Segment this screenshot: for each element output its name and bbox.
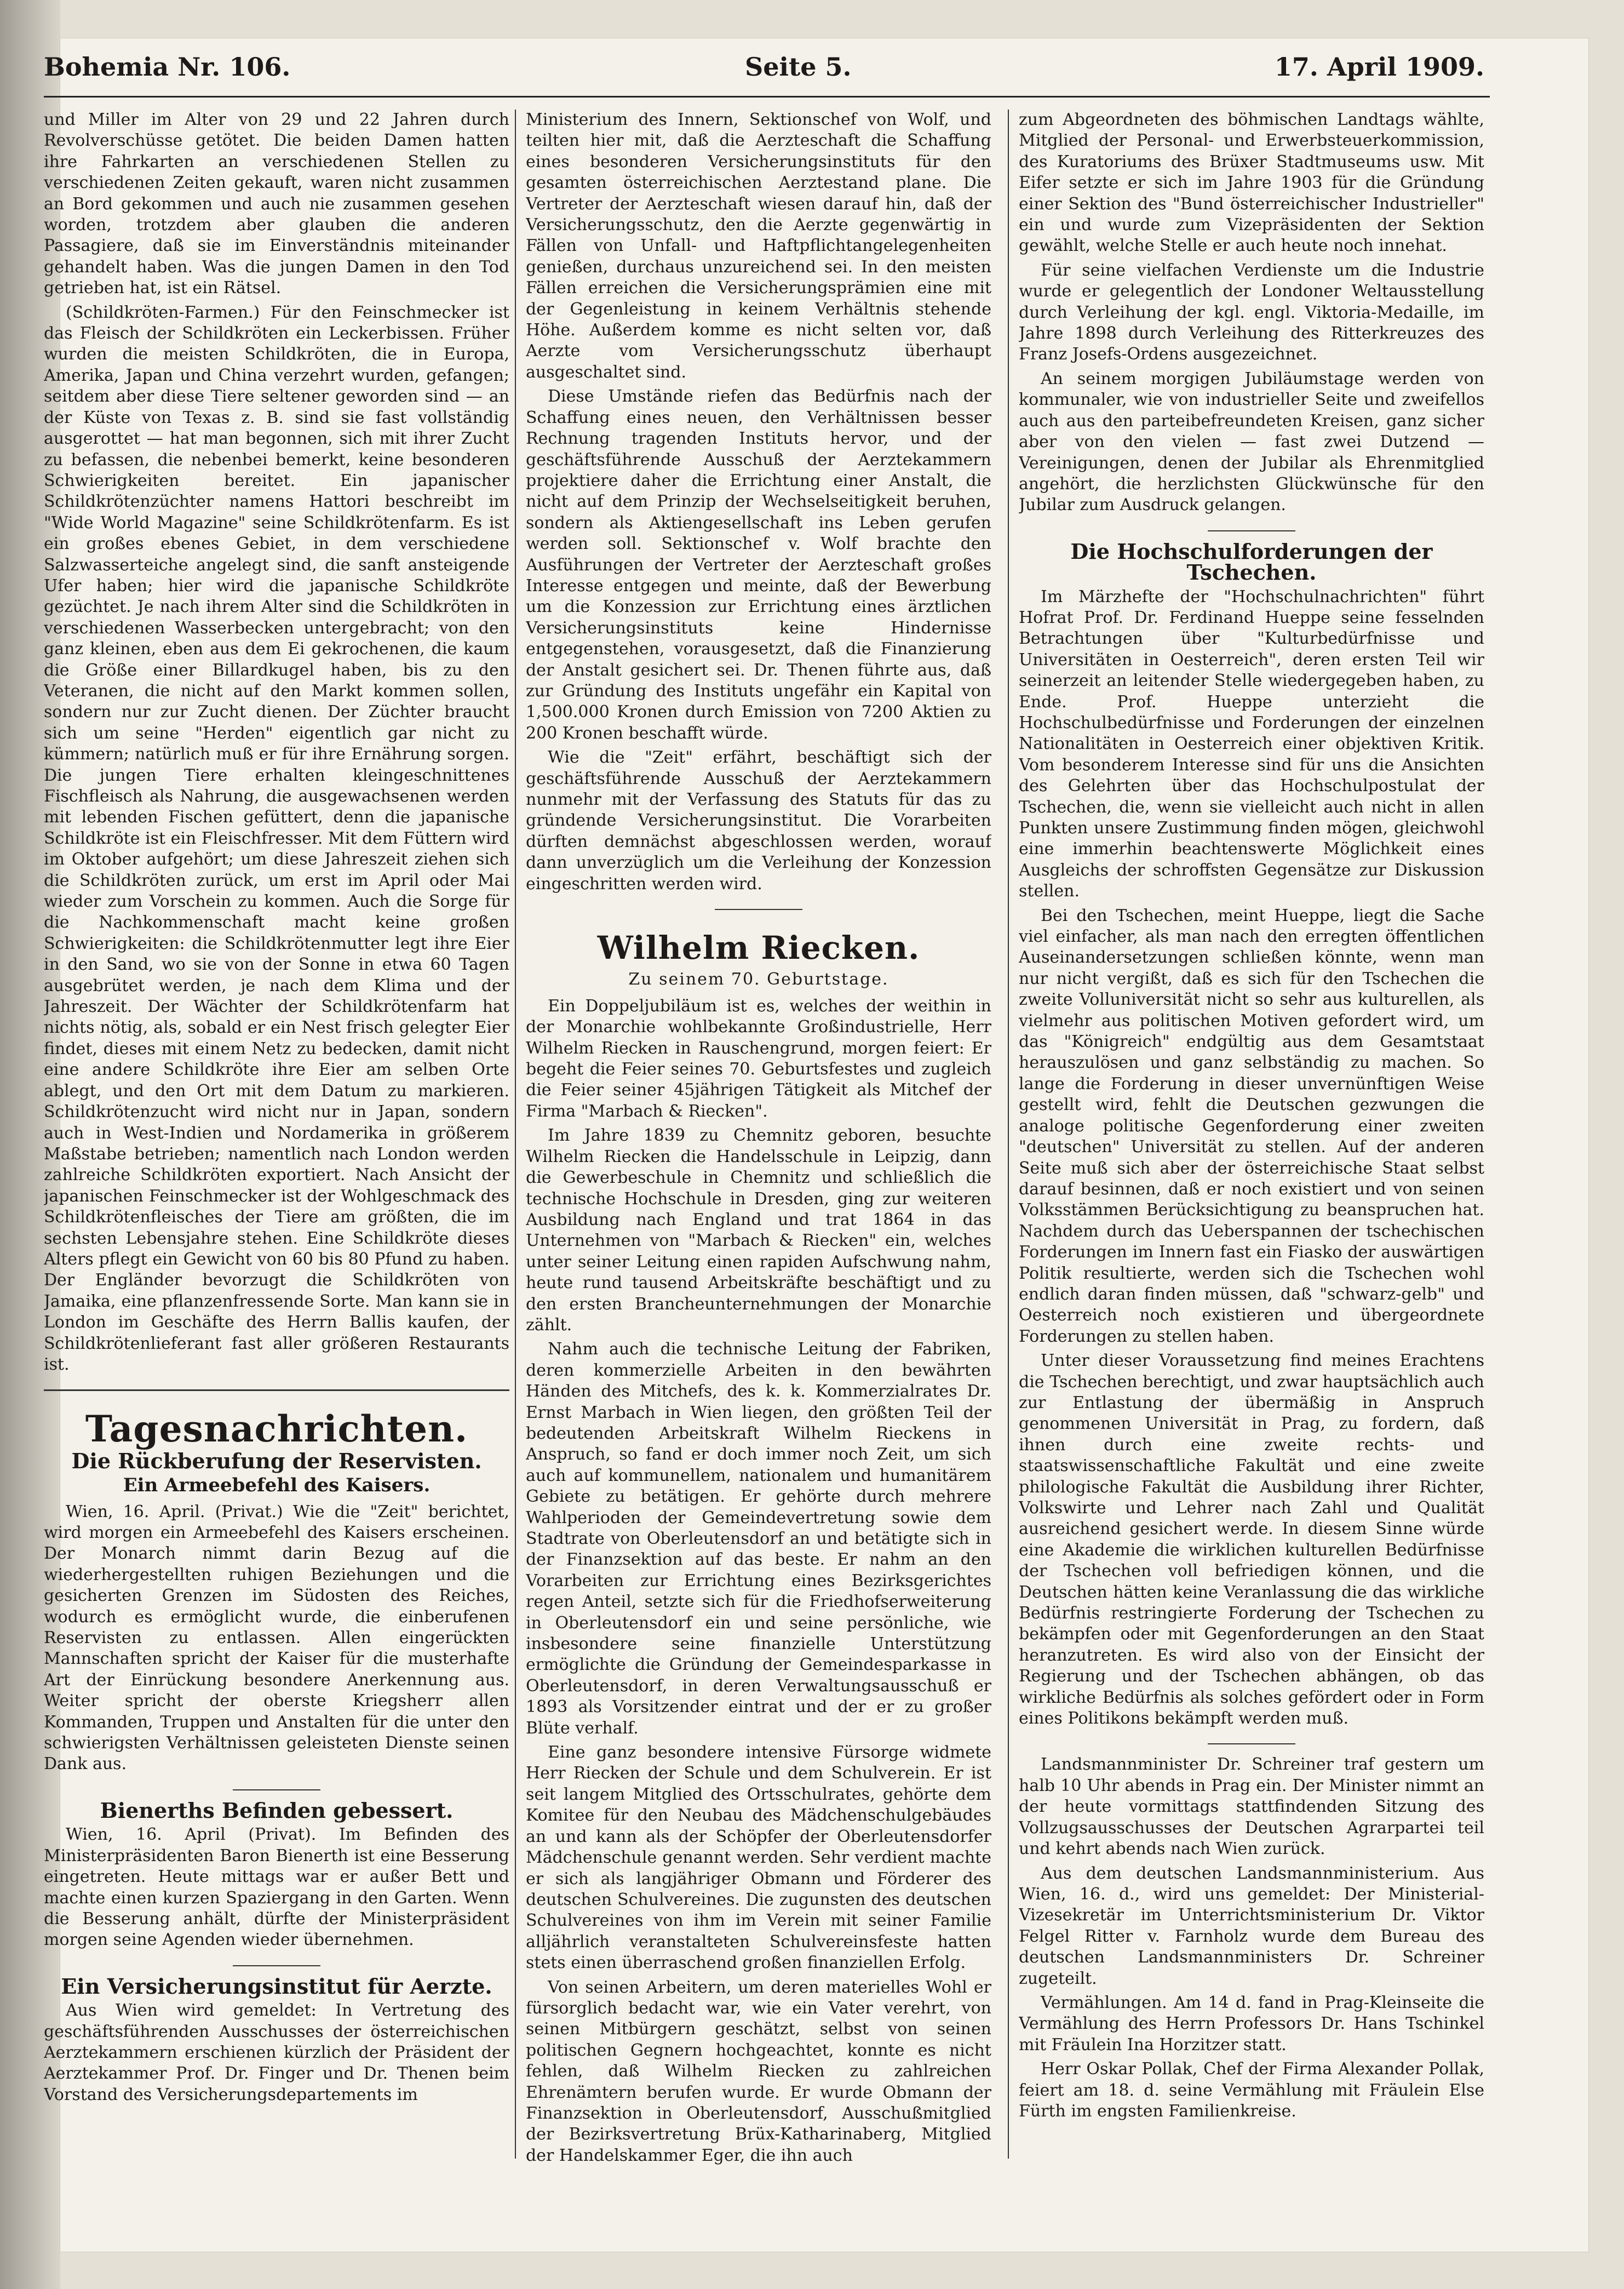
article-paragraph: Von seinen Arbeitern, um deren materielles Wohl er fürsorglich bedacht war, wie ein Vater verehrt, von seinen Mitbürgern geschätzt, selbst von seinen politischen Gegnern hochgeachtet, konnte es nicht fehlen, daß Wilhelm Riecken zu zahlreichen Ehrenämtern berufen wurde. Er wurde Obmann der Finanzsektion in Oberleutensdorf, Ausschußmitglied der Bezirksvertretung Brüx-Katharinaberg, Mitglied der Handelskammer Eger, die ihn auch <box>526 1977 991 2165</box>
article-paragraph: Für seine vielfachen Verdienste um die Industrie wurde er gelegentlich der Londoner Weltausstellung durch Verleihung der kgl. engl. Viktoria-Medaille, im Jahre 1898 durch Verleihung des Ritterkreuzes des Franz Josefs-Ordens ausgezeichnet. <box>1019 260 1484 364</box>
article-paragraph: An seinem morgigen Jubiläumstage werden von kommunaler, wie von industrieller Seite und zweifellos auch aus den parteibefreundeten Kreisen, ganz sicher aber von den vielen — fast zwei Dutzend — Vereinigungen, denen der Jubilar als Ehrenmitglied angehört, die herzlichsten Glückwünsche für den Jubilar zum Ausdruck gelangen. <box>1019 369 1484 515</box>
article-paragraph: Wien, 16. April. (Privat.) Wie die "Zeit" berichtet, wird morgen ein Armeebefehl des Kaisers erscheinen. Der Monarch nimmt darin Bezug auf die wiederhergestellten ruhigen Beziehungen und die gesicherten Grenzen im Südosten des Reiches, wodurch es ermöglicht wurde, die einberufenen Reservisten zu entlassen. Allen eingerückten Mannschaften spricht der Kaiser für die musterhafte Art der Einrückung besondere Anerkennung aus. Weiter spricht der oberste Kriegsherr allen Kommanden, Truppen und Anstalten für die unter den schwierigsten Verhältnissen geleisteten Dienste seinen Dank aus. <box>44 1502 509 1774</box>
issue-date: 17. April 1909. <box>1274 52 1484 82</box>
article-paragraph: Ein Doppeljubiläum ist es, welches der weithin in der Monarchie wohlbekannte Großindustrielle, Herr Wilhelm Riecken in Rauschengrund, morgen feiert: Er begeht die Feier seines 70. Geburtsfestes und zugleich die Feier seiner 45jährigen Tätigkeit als Mitchef der Firma "Marbach & Riecken". <box>526 996 991 1121</box>
article-paragraph: Im Jahre 1839 zu Chemnitz geboren, besuchte Wilhelm Riecken die Handelsschule in Leipzig, dann die Gewerbeschule in Chemnitz und schließlich die technische Hochschule in Dresden, ging zur weiteren Ausbildung nach England und trat 1864 in das Unternehmen von "Marbach & Riecken" ein, welches unter seiner Leitung einen rapiden Aufschwung nahm, heute rund tausend Arbeitskräfte beschäftigt und zu den ersten Brancheunternehmungen der Monarchie zählt. <box>526 1126 991 1335</box>
column-2 <box>526 110 991 2191</box>
article-paragraph: Eine ganz besondere intensive Fürsorge widmete Herr Riecken der Schule und dem Schulverein. Er ist seit langem Mitglied des Ortsschulrates, gehörte dem Komitee für den Neubau des Mädchenschulgebäudes an und kann als der Schöpfer der Oberleutensdorfer Mädchenschule genannt werden. Sehr verdient machte er sich als langjähriger Obmann und Förderer des deutschen Schulvereines. Die zugunsten des deutschen Schulvereines von ihm im Verein mit seiner Familie alljährlich veranstalteten Schulvereinsfeste hatten stets einen überraschend großen finanziellen Erfolg. <box>526 1743 991 1973</box>
article-separator <box>1208 1743 1295 1744</box>
article-headline: Die Hochschulforderungen der Tschechen. <box>1070 539 1433 585</box>
page-number: Seite 5. <box>745 52 852 82</box>
article-paragraph: Unter dieser Voraussetzung find meines Erachtens die Tschechen berechtigt, und zwar hauptsächlich auch zur Entlastung der übermäßig in Anspruch genommenen Universität in Prag, zu fordern, daß ihnen durch eine zweite rechts- und staatswissenschaftliche Fakultät und eine zweite philologische Fakultät die Ausbildung ihrer Richter, Volkswirte und Lehrer nach Zahl und Qualität ausreichend gesichert werde. In diesem Sinne würde eine Akademie die wirklichen kulturellen Bedürfnisse der Tschechen voll befriedigen können, und die Deutschen hätten keine Veranlassung die das wirkliche Bedürfnis restringierte Forderung der Tschechen zu bekämpfen oder mit Gegenforderungen an den Staat heranzutreten. Es wird also von der Einsicht der Regierung und der Tschechen abhängen, ob das wirkliche Bedürfnis als solches gefördert oder in Form eines Politikons bekämpft werden muß. <box>1019 1351 1484 1729</box>
article-paragraph: Diese Umstände riefen das Bedürfnis nach der Schaffung eines neuen, den Verhältnissen besser Rechnung tragenden Instituts hervor, und der geschäftsführende Ausschuß der Aerztekammern projektiere daher die Errichtung einer Anstalt, die nicht auf dem Prinzip der Wechselseitigkeit beruhen, sondern als Aktiengesellschaft ins Leben gerufen werden soll. Sektionschef v. Wolf brachte den Ausführungen der Vertreter der Aerzteschaft großes Interesse entgegen und meinte, daß der Bewerbung um die Konzession zur Errichtung eines ärztlichen Versicherungsinstituts keine Hindernisse entgegenstehen, vorausgesetzt, daß die Finanzierung der Anstalt gesichert sei. Dr. Thenen führte aus, daß zur Gründung des Instituts ungefähr ein Kapital von 1,500.000 Kronen durch Emission von 7200 Aktien zu 200 Kronen beschafft würde. <box>526 387 991 743</box>
article-paragraph: Bei den Tschechen, meint Hueppe, liegt die Sache viel einfacher, als man nach den erregten öffentlichen Auseinandersetzungen schließen könnte, wenn man nur nicht vergißt, daß es sich für den Tschechen die zweite Volluniversität nicht so sehr aus kulturellen, als vielmehr aus politischen Motiven gefordert wird, um das "Königreich" endgültig aus dem Gesamtstaat herauszulösen und ganz selbständig zu machen. So lange die Forderung in dieser unvernünftigen Weise gestellt wird, fehlt die Deutschen gezwungen die analoge politische Gegenforderung einer zweiten "deutschen" Universität zu stellen. Auf der anderen Seite muß sich aber der österreichische Staat selbst darauf besinnen, daß er noch existiert und von seinen Volksstämmen Berücksichtigung zu beanspruchen hat. Nachdem durch das Ueberspannen der tschechischen Forderungen im Innern fast ein Fiasko der auswärtigen Politik resultierte, werden sich die Tschechen wohl endlich daran finden müssen, daß "schwarz-gelb" und Oesterreich noch existieren und übergeordnete Forderungen zu stellen haben. <box>1019 906 1484 1346</box>
article-paragraph: zum Abgeordneten des böhmischen Landtags wählte, Mitglied der Personal- und Erwerbsteuerkommission, des Kuratoriums des Brüxer Stadtmuseums usw. Mit Eifer setzte er sich im Jahre 1903 für die Gründung einer Sektion des "Bund österreichischer Industrieller" ein und wurde zum Vizepräsidenten der Sektion gewählt, welche Stelle er auch heute noch innehat. <box>1019 110 1484 256</box>
header-rule <box>44 96 1490 98</box>
article-headline: Wilhelm Riecken. <box>597 929 920 967</box>
article-paragraph: (Schildkröten-Farmen.) Für den Feinschmecker ist das Fleisch der Schildkröten ein Leckerbissen. Früher wurden die meisten Schildkröten, die in Europa, Amerika, Japan und China verzehrt wurden, gefangen; seitdem aber diese Tiere seltener geworden sind — an der Küste von Texas z. B. sind sie fast vollständig ausgerottet — hat man begonnen, sich mit ihrer Zucht zu befassen, die nebenbei bemerkt, keine besonderen Schwierigkeiten bereitet. Ein japanischer Schildkrötenzüchter namens Hattori beschreibt im "Wide World Magazine" seine Schildkrötenfarm. Es ist ein großes ebenes Gebiet, in dem verschiedene Salzwasserteiche angelegt sind, die sanft ansteigende Ufer haben; hier wird die japanische Schildkröte gezüchtet. Je nach ihrem Alter sind die Schildkröten in verschiedenen Wasserbecken untergebracht; von den ganz kleinen, eben aus dem Ei gekrochenen, die kaum die Größe einer Billardkugel haben, bis zu den Veteranen, die nicht auf den Markt kommen sollen, sondern nur zur Zucht dienen. Der Züchter braucht sich um seine "Herden" eigentlich gar nicht zu kümmern; natürlich muß er für ihre Ernährung sorgen. Die jungen Tiere erhalten kleingeschnittenes Fischfleisch als Nahrung, die ausgewachsenen werden mit lebenden Fischen gefüttert, denn die japanische Schildkröte ist ein Fleischfresser. Mit dem Füttern wird im Oktober aufgehört; um diese Jahreszeit ziehen sich die Schildkröten zurück, um erst im April oder Mai wieder zum Vorschein zu kommen. Auch die Sorge für die Nachkommenschaft macht keine großen Schwierigkeiten: die Schildkrötenmutter legt ihre Eier in den Sand, wo sie von der Sonne in etwa 60 Tagen ausgebrütet werden, je nach dem Klima und der Jahreszeit. Der Wächter der Schildkrötenfarm hat nichts nötig, als, sobald er ein Nest frisch gelegter Eier findet, dieses mit einem Netz zu bedecken, damit nicht eine andere Schildkröte ihre Eier am selben Orte ablegt, und den Ort mit dem Datum zu markieren. Schildkrötenzucht wird nicht nur in Japan, sondern auch in West-Indien und Nordamerika in größerem Maßstabe betrieben; namentlich nach London werden zahlreiche Schildkröten exportiert. Nach Ansicht der japanischen Feinschmecker ist der Wohlgeschmack des Schildkrötenfleisches der Tiere am größten, die im sechsten Lebensjahre stehen. Eine Schildkröte dieses Alters pflegt ein Gewicht von 60 bis 80 Pfund zu haben. Der Engländer bevorzugt die Schildkröten von Jamaika, eine pflanzenfressende Sorte. Man kann sie in London im Geschäfte des Herrn Ballis kaufen, der Schildkrötenlieferant fast aller größeren Restaurants ist. <box>44 302 509 1374</box>
article-separator <box>1208 530 1295 531</box>
article-separator <box>233 1789 320 1790</box>
article-separator <box>715 909 802 910</box>
news-item: Aus dem deutschen Landsmannministerium. Aus Wien, 16. d., wird uns gemeldet: Der Ministerial-Vizesekretär im Unterrichtsministerium Dr. Viktor Felgel Ritter v. Farnholz wurde dem Bureau des deutschen Landsmannministers Dr. Schreiner zugeteilt. <box>1019 1863 1484 1988</box>
article-paragraph: Ministerium des Innern, Sektionschef von Wolf, und teilten hier mit, daß die Aerzteschaft die Schaffung eines besonderen Versicherungsinstituts für den gesamten österreichischen Aerztestand plane. Die Vertreter der Aerzteschaft wiesen darauf hin, daß der Versicherungsschutz, den die Aerzte gegenwärtig in Fällen von Unfall- und Haftpflichtangelegenheiten genießen, durchaus unzureichend sei. In den meisten Fällen erreichen die Versicherungsprämien eine mit der Gegenleistung in keinem Verhältnis stehende Höhe. Außerdem komme es nicht selten vor, daß Aerzte vom Versicherungsschutz überhaupt ausgeschaltet sind. <box>526 110 991 382</box>
article-paragraph: Im Märzhefte der "Hochschulnachrichten" führt Hofrat Prof. Dr. Ferdinand Hueppe seine fesselnden Betrachtungen über "Kulturbedürfnisse und Universitäten in Oesterreich", deren ersten Teil wir seinerzeit an leitender Stelle wiedergegeben haben, zu Ende. Prof. Hueppe unterzieht die Hochschulbedürfnisse und Forderungen der einzelnen Nationalitäten in Oesterreich einer objektiven Kritik. Vom besonderem Interesse sind für uns die Ansichten des Gelehrten über das Hochschulpostulat der Tschechen, die, wenn sie vielleicht auch nicht in allen Punkten unsere Zustimmung finden mögen, gleichwohl eine immerhin beachtenswerte Möglichkeit eines Ausgleichs der schroffsten Gegensätze zur Diskussion stellen. <box>1019 587 1484 901</box>
column-divider <box>515 110 516 2159</box>
column-3 <box>1019 110 1484 2191</box>
article-headline: Ein Versicherungsinstitut für Aerzte. <box>61 1973 492 1999</box>
page-header <box>44 52 1484 101</box>
article-separator <box>233 1965 320 1966</box>
article-subheadline: Zu seinem 70. Geburtstage. <box>628 970 889 989</box>
section-title: Tagesnachrichten. <box>85 1407 468 1451</box>
column-1 <box>44 110 509 2191</box>
article-paragraph: und Miller im Alter von 29 und 22 Jahren durch Revolverschüsse getötet. Die beiden Damen hatten ihre Fahrkarten an verschiedenen Stellen zu verschiedenen Zeiten gekauft, waren nicht zusammen an Bord gekommen und auch nie zusammen gesehen worden, trotzdem aber glauben die anderen Passagiere, daß sie im Einverständnis miteinander gehandelt haben. Was die jungen Damen in den Tod getrieben hat, ist ein Rätsel. <box>44 110 509 298</box>
article-paragraph: Wien, 16. April (Privat). Im Befinden des Ministerpräsidenten Baron Bienerth ist eine Besserung eingetreten. Heute mittags war er außer Bett und machte einen kurzen Spaziergang in den Garten. Wenn die Besserung anhält, dürfte der Ministerpräsident morgen seine Agenden wieder übernehmen. <box>44 1825 509 1950</box>
news-item: Landsmannminister Dr. Schreiner traf gestern um halb 10 Uhr abends in Prag ein. Der Minister nimmt an der heute vormittags stattfindenden Sitzung des Vollzugsausschusses der Deutschen Agrarpartei teil und kehrt abends nach Wien zurück. <box>1019 1755 1484 1859</box>
news-item: Vermählungen. Am 14 d. fand in Prag-Kleinseite die Vermählung des Herrn Professors Dr. Hans Tschinkel mit Fräulein Ina Horzitzer statt. <box>1019 1993 1484 2055</box>
column-divider <box>1008 110 1009 2159</box>
article-paragraph: Aus Wien wird gemeldet: In Vertretung des geschäftsführenden Ausschusses der österreichischen Aerztekammern erschienen kürzlich der Präsident der Aerztekammer Prof. Dr. Finger und Dr. Thenen beim Vorstand des Versicherungsdepartements im <box>44 2001 509 2104</box>
article-headline: Bienerths Befinden gebessert. <box>100 1798 454 1823</box>
article-paragraph: Nahm auch die technische Leitung der Fabriken, deren kommerzielle Arbeiten in den bewährten Händen des Mitchefs, des k. k. Kommerzialrates Dr. Ernst Marbach in Wien liegen, den größten Teil der bedeutenden Arbeitskraft Wilhelm Rieckens in Anspruch, so fand er doch immer noch Zeit, um sich auch auf kommunellem, nationalem und humanitärem Gebiete zu betätigen. Er gehörte durch mehrere Wahlperioden der Gemeindevertretung sowie dem Stadtrate von Oberleutensdorf an und betätigte sich in der Finanzsektion auf das beste. Er nahm an den Vorarbeiten zur Errichtung eines Bezirksgerichtes regen Anteil, setzte sich für die Friedhofserweiterung in Oberleutensdorf ein und seine persönliche, wie insbesondere seine finanzielle Unterstützung ermöglichte die Gründung der Gemeindesparkasse in Oberleutensdorf, in deren Verwaltungsausschuß er 1893 als Vorsitzender eintrat und der er zu großer Blüte verhalf. <box>526 1340 991 1738</box>
section-rule <box>44 1389 509 1391</box>
news-item: Herr Oskar Pollak, Chef der Firma Alexander Pollak, feiert am 18. d. seine Vermählung mit Fräulein Else Fürth im engsten Familienkreise. <box>1019 2059 1484 2121</box>
article-paragraph: Wie die "Zeit" erfährt, beschäftigt sich der geschäftsführende Ausschuß der Aerztekammern nunmehr mit der Verfassung des Statuts für das zu gründende Versicherungsinstitut. Die Vorarbeiten dürften demnächst abgeschlossen werden, worauf dann unverzüglich um die Verleihung der Konzession eingeschritten werden wird. <box>526 748 991 894</box>
masthead-issue: Bohemia Nr. 106. <box>44 52 291 82</box>
article-headline: Die Rückberufung der Reservisten. <box>71 1448 482 1473</box>
article-subheadline: Ein Armeebefehl des Kaisers. <box>123 1474 431 1497</box>
